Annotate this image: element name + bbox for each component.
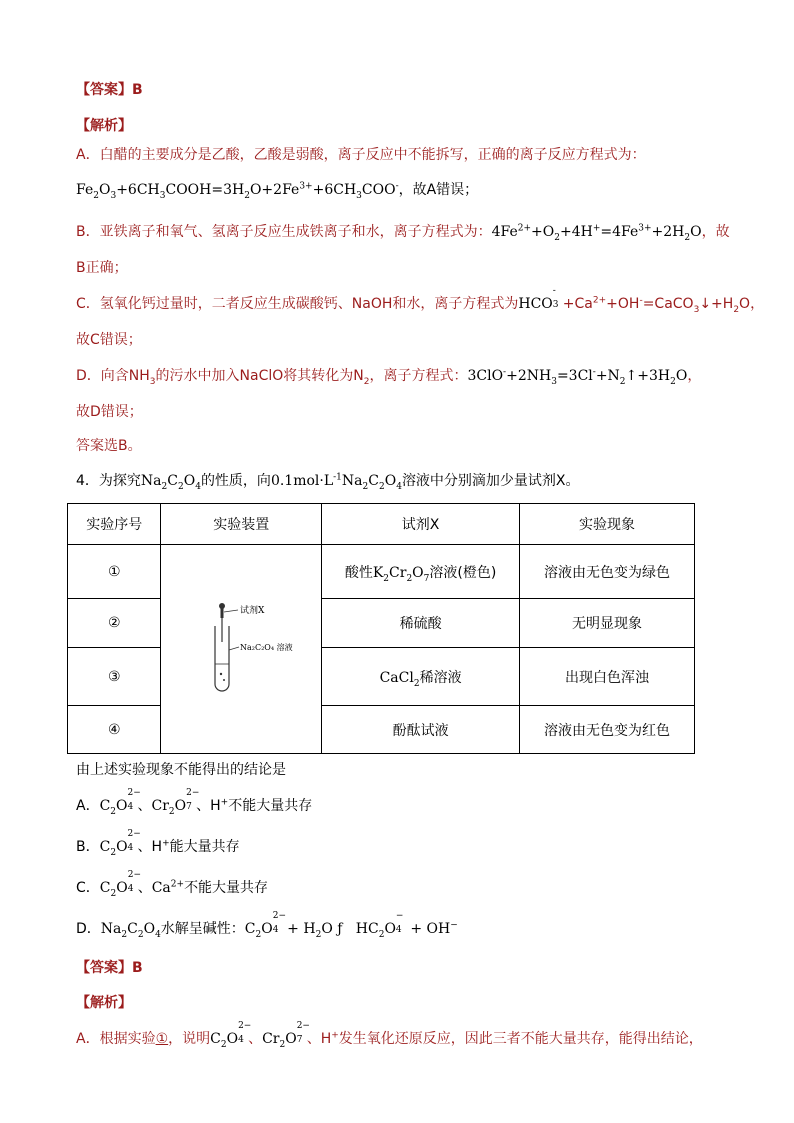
row-number: ④ bbox=[68, 706, 161, 754]
phenomenon-cell: 出现白色浑浊 bbox=[520, 648, 695, 706]
reagent-cell: 酚酞试液 bbox=[322, 706, 520, 754]
phenomenon-cell: 溶液由无色变为绿色 bbox=[520, 545, 695, 599]
header-phenomenon: 实验现象 bbox=[520, 504, 695, 545]
test-tube-apparatus-icon bbox=[186, 602, 296, 692]
final-answer-1: 答案选B。 bbox=[76, 438, 142, 454]
option-a: A．$C_2O$ 2− 4 、$Cr_2O$ 2− 7 、H+不能大量共存 bbox=[76, 788, 313, 817]
option-d: D．$Na_2C_2O_4$水解呈碱性：$C_2O$ 2− 4 + $H_2O$ ƒ $HC_2O$ − 4 + OH− bbox=[76, 911, 458, 940]
question-4-stem: 4．为探究$Na_2C_2O_4$的性质，向$0.1mol\cdot L^{-1}Na_2C_2O_4$溶液中分别滴加少量试剂X。 bbox=[76, 472, 580, 492]
apparatus-cell bbox=[161, 545, 322, 754]
analysis-d-text: D．向含$NH_3$的污水中加入NaClO将其转化为$N_2$，离子方程式：$3ClO^-+2NH_3=3Cl^-+N_2↑+3H_2O$， bbox=[76, 367, 702, 387]
experiment-table bbox=[67, 503, 695, 754]
header-reagent: 试剂X bbox=[322, 504, 520, 545]
analysis-c-text: C．氢氧化钙过量时，二者反应生成碳酸钙、NaOH和水，离子方程式为HCO - 3 $+Ca^{2+}+OH^-=CaCO_3↓+H_2O$， bbox=[76, 286, 765, 315]
svg-text:Na₂C₂O₄ 溶液: Na₂C₂O₄ 溶液 bbox=[240, 643, 293, 652]
svg-text:试剂X: 试剂X bbox=[240, 606, 265, 616]
row-number: ① bbox=[68, 545, 161, 599]
analysis-heading-2: 【解析】 bbox=[76, 995, 132, 1011]
analysis-2-a: A．根据实验①，说明$C_2O$ 2− 4 、$Cr_2O$ 2− 7 、H+发生氧化还原反应，因此三者不能大量共存，能得出结论， bbox=[76, 1021, 703, 1050]
reagent-cell: 酸性$K_2Cr_2O_7$溶液(橙色) bbox=[322, 545, 520, 599]
answer-heading-2: 【答案】B bbox=[76, 960, 143, 976]
analysis-heading-1: 【解析】 bbox=[76, 118, 132, 134]
header-apparatus: 实验装置 bbox=[161, 504, 322, 545]
analysis-d-line2: 故D错误； bbox=[76, 404, 143, 420]
question-4-prompt: 由上述实验现象不能得出的结论是 bbox=[76, 762, 286, 778]
analysis-b-text: B．亚铁离子和氧气、氢离子反应生成铁离子和水，离子方程式为：$4Fe^{2+}+O_2+4H^+=4Fe^{3+}+2H_2O$，故 bbox=[76, 223, 730, 243]
reagent-cell: CaCl$_2$稀溶液 bbox=[322, 648, 520, 706]
header-no: 实验序号 bbox=[68, 504, 161, 545]
answer-heading-1: 【答案】B bbox=[76, 82, 143, 98]
analysis-c-line2: 故C错误； bbox=[76, 332, 142, 348]
analysis-b-line2: B正确； bbox=[76, 260, 128, 276]
row-number: ③ bbox=[68, 648, 161, 706]
analysis-a-text: A．白醋的主要成分是乙酸，乙酸是弱酸，离子反应中不能拆写，正确的离子反应方程式为： bbox=[76, 147, 646, 163]
reagent-cell: 稀硫酸 bbox=[322, 599, 520, 648]
phenomenon-cell: 无明显现象 bbox=[520, 599, 695, 648]
option-c: C．$C_2O$ 2− 4 、$Ca^{2+}$不能大量共存 bbox=[76, 870, 269, 899]
table-row bbox=[68, 545, 695, 599]
row-number: ② bbox=[68, 599, 161, 648]
analysis-a-equation: $Fe_2O_3+6CH_3COOH=3H_2O+2Fe^{3+}+6CH_3COO^-$，故A错误； bbox=[76, 181, 479, 201]
option-b: B．$C_2O$ 2− 4 、H+能大量共存 bbox=[76, 829, 240, 858]
phenomenon-cell: 溶液由无色变为红色 bbox=[520, 706, 695, 754]
